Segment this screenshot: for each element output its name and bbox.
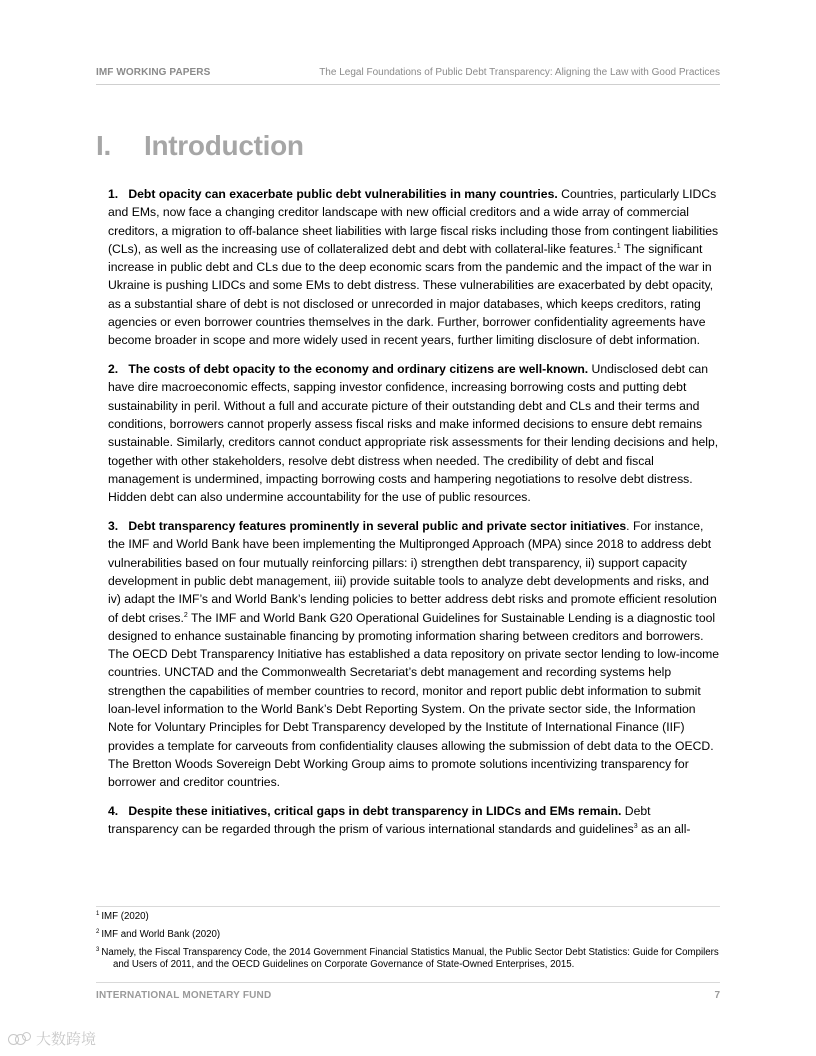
para-text: Countries, particularly LIDCs and EMs, now face a changing creditor landscape with new official creditors and a wide array of commercial creditors, a migration to off-balance sheet liabilities with large fiscal risks including those from contingent liabilities (CLs), as well as the increasing use of collateralized debt and debt with collateral-like features. <box>108 187 719 256</box>
body-text <box>108 185 720 849</box>
section-heading <box>96 130 304 162</box>
footnote <box>96 947 722 971</box>
para-lead: The costs of debt opacity to the economy and ordinary citizens are well-known. <box>128 362 589 377</box>
paragraph-1 <box>108 185 720 350</box>
footnote <box>96 911 722 923</box>
para-num: 4. <box>108 804 119 818</box>
para-lead: Debt transparency features prominently in several public and private sector initiatives <box>128 519 627 534</box>
paragraph-3 <box>108 517 720 791</box>
footnote-ref[interactable]: 2 <box>183 611 188 619</box>
footnote-number: 2 <box>96 928 100 935</box>
watermark <box>8 1028 96 1049</box>
section-number: I. <box>96 130 111 161</box>
running-header-title: The Legal Foundations of Public Debt Transparency: Aligning the Law with Good Practices <box>319 67 720 78</box>
para-text: The significant increase in public debt and CLs due to the deep economic scars from the pandemic and the impact of the war in Ukraine is pushing LIDCs and some EMs to debt distress. These vulnerabilities are exacerbated by debt opacity, as a substantial share of debt is not disclosed or unrecorded in major databases, which keeps creditors, rating agencies or even borrower countries themselves in the dark. Further, borrower confidentiality agreements have become broader in scope and more widely used in recent years, further limiting disclosure of debt information. <box>108 241 714 348</box>
para-num: 2. <box>108 362 119 377</box>
footnotes <box>96 911 722 976</box>
footnote-text: IMF and World Bank (2020) <box>101 928 221 940</box>
para-num: 1. <box>108 187 119 201</box>
footnote-ref[interactable]: 3 <box>633 823 638 831</box>
para-text: The IMF and World Bank G20 Operational Guidelines for Sustainable Lending is a diagnostic tool designed to enhance sustainable financing by promoting information sharing between creditors and borrowers. The OECD Debt Transparency Initiative has established a data repository on private sector lending to low-income countries. UNCTAD and the Commonwealth Secretariat’s debt management and recording systems help strengthen the capabilities of member countries to record, monitor and report public debt information to submit loan-level information to the World Bank’s Debt Reporting System. On the private sector side, the Information Note for Voluntary Principles for Debt Transparency developed by the Institute of International Finance (IIF) provides a template for carveouts from confidentiality clauses allowing the submission of debt data to the OECD. The Bretton Woods Sovereign Debt Working Group aims to promote solutions incentivizing transparency for borrower and creditor countries. <box>108 610 720 790</box>
para-text: Debt transparency can be regarded through the prism of various international standards and guidelines <box>108 804 651 837</box>
para-text: . For instance, the IMF and World Bank have been implementing the Multipronged Approach (MPA) since 2018 to address debt vulnerabilities based on four mutually reinforcing pillars: i) strengthen debt transparency, ii) support capacity development in public debt management, iii) provide suitable tools to analyze debt developments and risks, and iv) adapt the IMF’s and World Bank’s lending policies to better address debt risks and promote efficient resolution of debt crises. <box>108 519 717 625</box>
header-divider <box>96 84 720 85</box>
footnote-text: IMF (2020) <box>101 911 149 922</box>
footnote <box>96 929 722 941</box>
running-header-series: IMF WORKING PAPERS <box>96 67 211 78</box>
footer-organization: INTERNATIONAL MONETARY FUND <box>96 990 272 1001</box>
footer-divider <box>96 982 720 983</box>
para-text: Undisclosed debt can have dire macroeconomic effects, sapping investor confidence, increasing borrowing costs and putting debt sustainability in peril. Without a full and accurate picture of their outstanding debt and CLs and their terms and conditions, borrowers cannot properly assess fiscal risks and make informed decisions to ensure debt remains sustainable. Similarly, creditors cannot conduct appropriate risk assessments for their lending decisions and help, together with other stakeholders, resolve debt distress when needed. The credibility of debt and fiscal management is undermined, impacting borrowing costs and hampering negotiations to resolve debt distress. Hidden debt can also undermine accountability for the use of public resources. <box>108 362 719 505</box>
para-num: 3. <box>108 519 119 534</box>
footnote-number: 3 <box>96 946 100 953</box>
watermark-text: 大数跨境 <box>36 1031 97 1048</box>
footnote-divider <box>96 906 720 907</box>
footnote-text: Namely, the Fiscal Transparency Code, the 2014 Government Financial Statistics Manual, the Public Sector Debt Statistics: Guide for Compilers and Users of 2011, and the OECD Guidelines on Corporate Governance of State-Owned Enterprises, 2015. <box>101 946 719 970</box>
footnote-ref[interactable]: 1 <box>616 242 621 250</box>
paragraph-4 <box>108 802 720 839</box>
paragraph-2 <box>108 360 720 506</box>
section-title: Introduction <box>144 130 304 161</box>
para-lead: Despite these initiatives, critical gaps in debt transparency in LIDCs and EMs remain. <box>128 804 622 818</box>
page-number: 7 <box>714 990 720 1001</box>
footnote-number: 1 <box>96 911 100 917</box>
rings-logo-icon <box>8 1031 32 1047</box>
para-text: as an all- <box>637 822 691 837</box>
para-lead: Debt opacity can exacerbate public debt vulnerabilities in many countries. <box>128 187 558 201</box>
